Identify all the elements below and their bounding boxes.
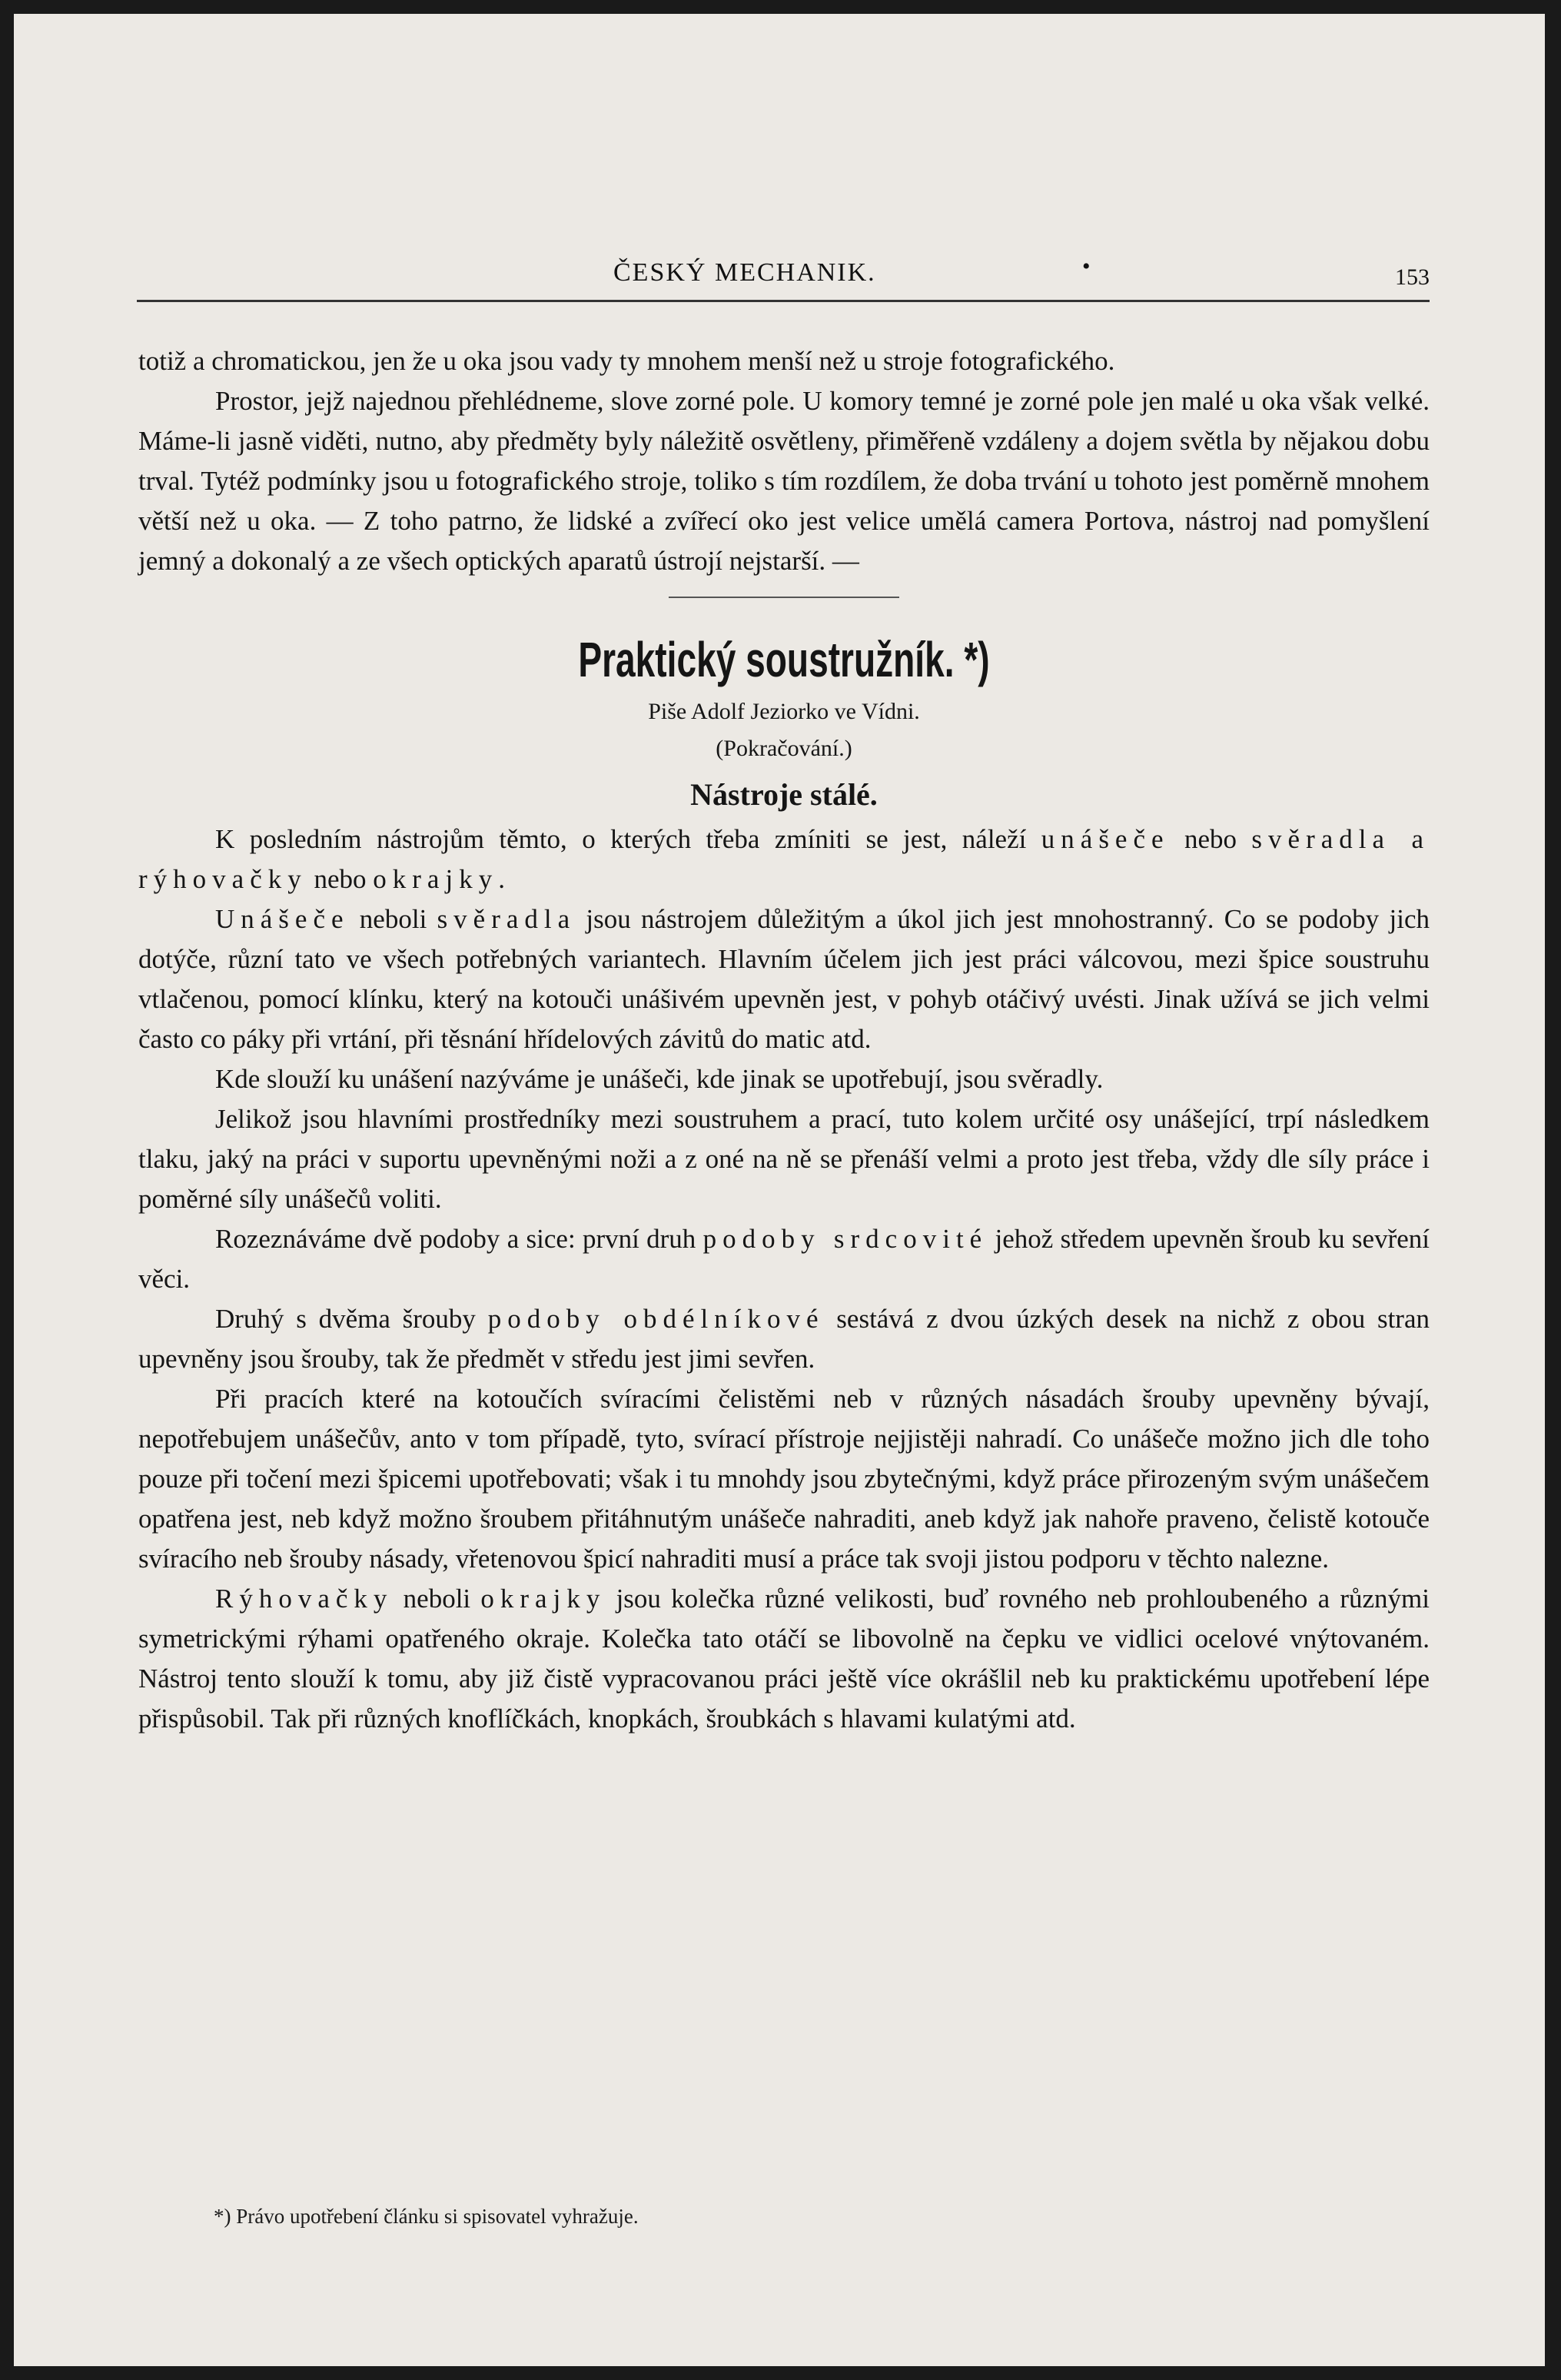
- header-dot: •: [1082, 254, 1091, 279]
- footnote: *) Právo upotřebení článku si spisovatel vyhražuje.: [214, 2205, 639, 2228]
- text-run: nebo: [307, 864, 374, 894]
- text-run: jehož středem upevněn šroub ku sevření věci.: [138, 1224, 1430, 1294]
- page-header: [137, 254, 1430, 297]
- spaced-term: unášeče: [1041, 824, 1170, 854]
- paragraph-1: [138, 819, 1430, 899]
- text-run: jsou kolečka různé velikosti, buď rovného neb prohloubeného a různými symetrickými rýhami opatřeného okraje. Kolečka tato otáčí se libovolně na čepku ve vidlici ocelové vnýtovaném. Nástroj tento slouží k tomu, aby již čistě vypracovanou práci ještě více okrášlil neb ku praktickému upotřebení lépe přispůsobil. Tak při různých knoflíčkách, knopkách, šroubkách s hlavami kulatými atd.: [138, 1584, 1430, 1733]
- running-title: ČESKÝ MECHANIK.: [613, 258, 876, 287]
- text-run: K posledním nástrojům těmto, o kterých třeba zmíniti se jest, náleží: [215, 824, 1041, 854]
- page-number: 153: [1395, 264, 1430, 290]
- paragraph-4: Jelikož jsou hlavními prostředníky mezi soustruhem a prací, tuto kolem určité osy unášející, trpí následkem tlaku, jaký na práci v suportu upevněnými noži a z oné na ně se přenáší velmi a proto jest třeba, vždy dle síly práce i poměrné síly unášečů voliti.: [138, 1104, 1430, 1214]
- spaced-term: podoby srdcovité: [702, 1224, 988, 1254]
- text-run: Rozeznáváme dvě podoby a sice: první druh: [215, 1224, 703, 1254]
- text-run: .: [498, 864, 505, 894]
- text-run: Druhý s dvěma šrouby: [215, 1304, 488, 1334]
- text-run: jsou nástrojem důležitým a úkol jich jest mnohostranný. Co se podoby jich dotýče, různí tato ve všech potřebných variantech. Hlavním účelem jich jest práci válcovou, mezi špice soustruhu vtlačenou, pomocí klínku, který na kotouči unášivém upevněn jest, v pohyb otáčivý uvésti. Jinak užívá se jich velmi často co páky při vrtání, při těsnání hřídelových závitů do matic atd.: [138, 904, 1430, 1054]
- spaced-term: Rýhovačky: [215, 1584, 394, 1614]
- page-body: [138, 341, 1430, 1739]
- text-run: neboli: [393, 1584, 481, 1614]
- text-run: sestává z dvou úzkých desek na nichž z obou stran upevněny jsou šrouby, tak že předmět v středu jest jimi sevřen.: [138, 1304, 1430, 1374]
- header-rule: [137, 300, 1430, 302]
- text-run: neboli: [349, 904, 437, 934]
- text-run: nebo: [1169, 824, 1252, 854]
- section-divider: [669, 597, 899, 598]
- page: [14, 14, 1545, 2366]
- paragraph-3: Kde slouží ku unášení nazýváme je unášeči, kde jinak se upotřebují, jsou svěradly.: [215, 1064, 1104, 1094]
- intro-paragraph-2: Prostor, jejž najednou přehlédneme, slove zorné pole. U komory temné je zorné pole jen malé u oka však velké. Máme-li jasně viděti, nutno, aby předměty byly náležitě osvětleny, přiměřeně vzdáleny a dojem světla by nějakou dobu trval. Tytéž podmínky jsou u fotografického stroje, toliko s tím rozdílem, že doba trvání u tohoto jest poměrně mnohem větší než u oka. — Z toho patrno, že lidské a zvířecí oko jest velice umělá camera Portova, nástroj nad pomyšlení jemný a dokonalý a ze všech optických aparatů ústrojí nejstarší. —: [138, 386, 1430, 576]
- spaced-term: svěradla a rýhovačky: [138, 824, 1430, 894]
- article-byline: Piše Adolf Jeziorko ve Vídni.: [648, 699, 920, 724]
- paragraph-6: [138, 1299, 1430, 1379]
- intro-paragraph-1: totiž a chromatickou, jen že u oka jsou vady ty mnohem menší než u stroje fotografického.: [138, 346, 1115, 376]
- spaced-term: svěradla: [437, 904, 576, 934]
- article-title: Praktický soustružník. *): [578, 632, 990, 687]
- continued-note: (Pokračování.): [716, 736, 852, 761]
- spaced-term: okrajky: [480, 1584, 606, 1614]
- paragraph-8: [138, 1579, 1430, 1739]
- paragraph-5: [138, 1219, 1430, 1299]
- spaced-term: okrajky: [373, 864, 499, 894]
- spaced-term: podoby obdélníkové: [487, 1304, 825, 1334]
- section-heading: Nástroje stálé.: [690, 777, 878, 812]
- paragraph-2: [138, 899, 1430, 1059]
- paragraph-7: Při pracích které na kotoučích svíracími čelistěmi neb v různých násadách šrouby upevněny bývají, nepotřebujem unášečův, anto v tom případě, tyto, svírací přístroje nejjistěji nahradí. Co unášeče možno jich dle toho pouze při točení mezi špicemi upotřebovati; však i tu mnohdy jsou zbytečnými, když práce přirozeným svým unášečem opatřena jest, neb když možno šroubem přitáhnutým unášeče nahraditi, aneb když jak nahoře praveno, čelistě kotouče svíracího neb šrouby násady, vřetenovou špicí nahraditi musí a práce tak svoji jistou podporu v těchto nalezne.: [138, 1384, 1430, 1574]
- spaced-term: Unášeče: [215, 904, 350, 934]
